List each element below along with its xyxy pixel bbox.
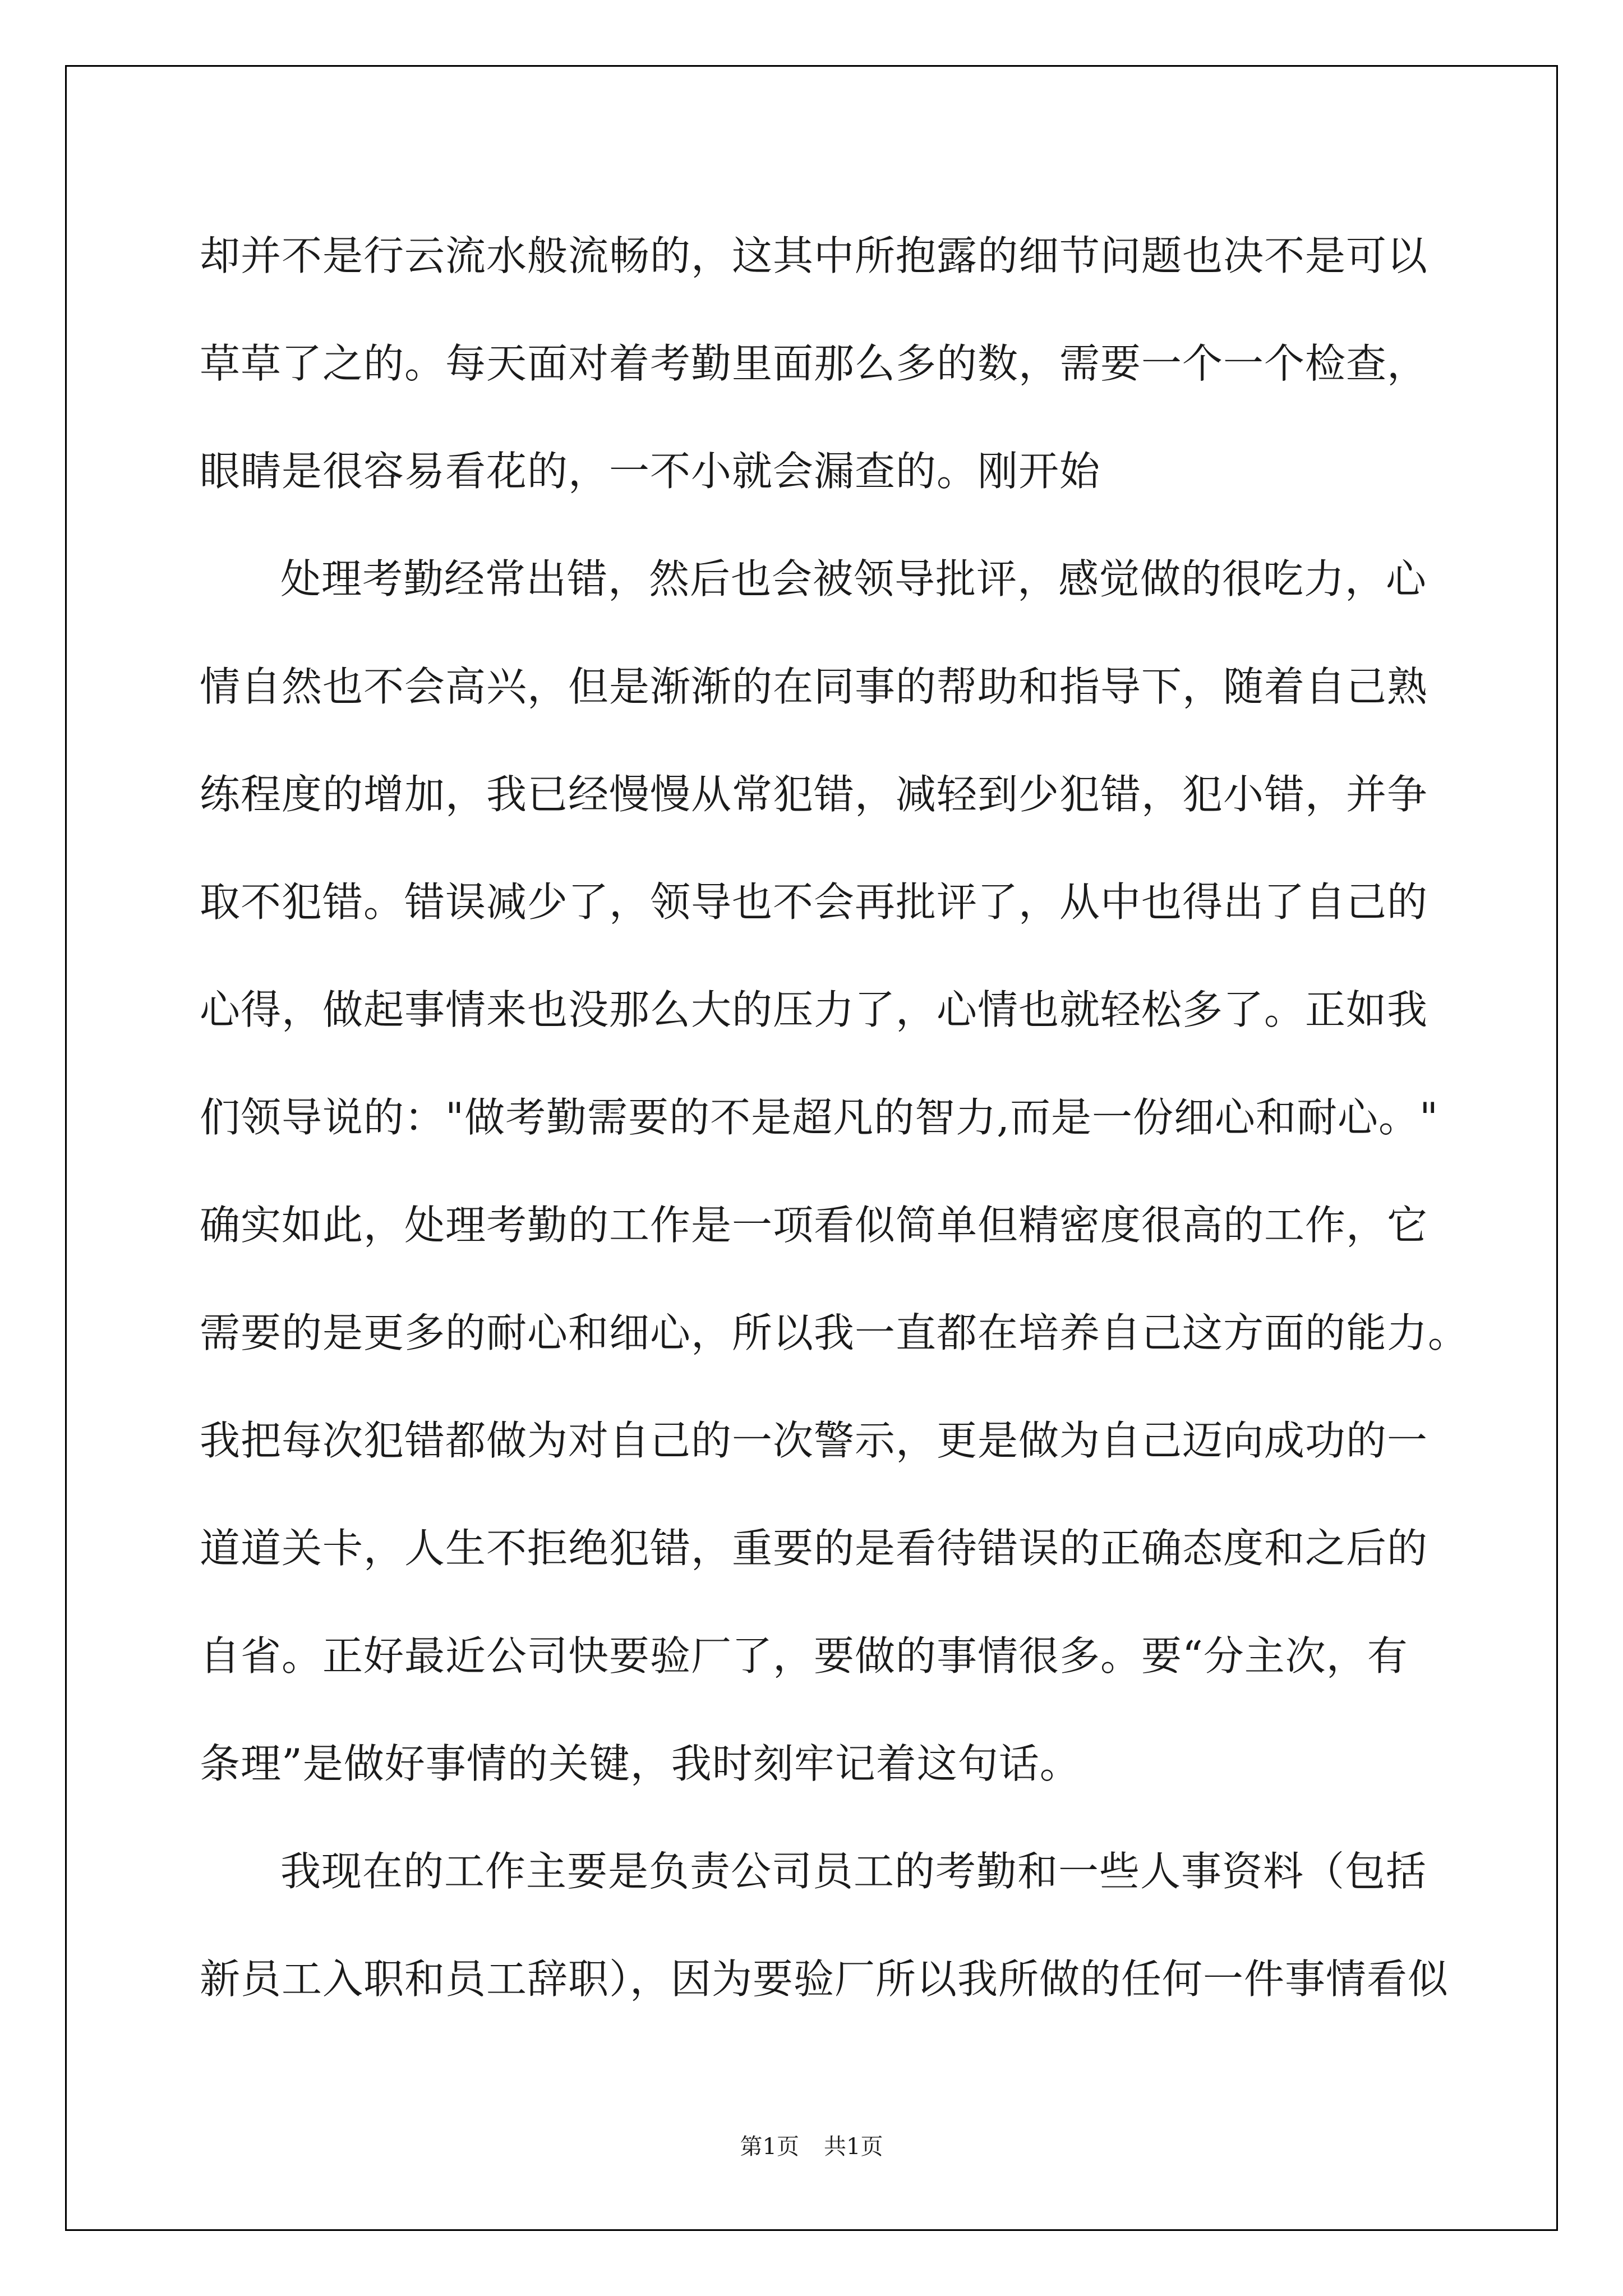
text-line: 眼睛是很容易看花的，一不小就会漏查的。刚开始	[200, 448, 1101, 495]
text-line: 新员工入职和员工辞职），因为要验厂所以我所做的任何一件事情看似	[200, 1955, 1449, 2003]
paragraph-start-line: 我现在的工作主要是负责公司员工的考勤和一些人事资料（包括	[280, 1848, 1427, 1895]
page-number: 第1页	[740, 2134, 799, 2160]
text-line: 确实如此，处理考勤的工作是一项看似简单但精密度很高的工作，它	[200, 1202, 1428, 1249]
page-total: 共1页	[824, 2134, 883, 2160]
text-line: 自省。正好最近公司快要验厂了，要做的事情很多。要“分主次，有	[200, 1632, 1408, 1680]
page-footer	[0, 2129, 1623, 2161]
text-line: 需要的是更多的耐心和细心，所以我一直都在培养自己这方面的能力。	[200, 1309, 1469, 1356]
paragraph-start-line: 处理考勤经常出错，然后也会被领导批评，感觉做的很吃力，心	[280, 555, 1427, 602]
text-line: 我把每次犯错都做为对自己的一次警示，更是做为自己迈向成功的一	[200, 1417, 1428, 1464]
text-line: 却并不是行云流水般流畅的，这其中所抱露的细节问题也决不是可以	[200, 232, 1428, 279]
text-line: 心得，做起事情来也没那么大的压力了，心情也就轻松多了。正如我	[200, 986, 1428, 1033]
text-line: 取不犯错。错误减少了，领导也不会再批评了，从中也得出了自己的	[200, 878, 1428, 926]
text-line: 练程度的增加，我已经慢慢从常犯错，减轻到少犯错，犯小错，并争	[200, 771, 1428, 818]
text-line: 道道关卡，人生不拒绝犯错，重要的是看待错误的正确态度和之后的	[200, 1525, 1428, 1572]
text-line: 条理”是做好事情的关键，我时刻牢记着这句话。	[200, 1740, 1081, 1787]
text-line: 草草了之的。每天面对着考勤里面那么多的数，需要一个一个检查，	[200, 340, 1428, 387]
document-body	[200, 202, 1469, 2033]
text-line: 们领导说的："做考勤需要的不是超凡的智力,而是一份细心和耐心。"	[200, 1094, 1439, 1141]
text-line: 情自然也不会高兴，但是渐渐的在同事的帮助和指导下，随着自己熟	[200, 663, 1428, 710]
